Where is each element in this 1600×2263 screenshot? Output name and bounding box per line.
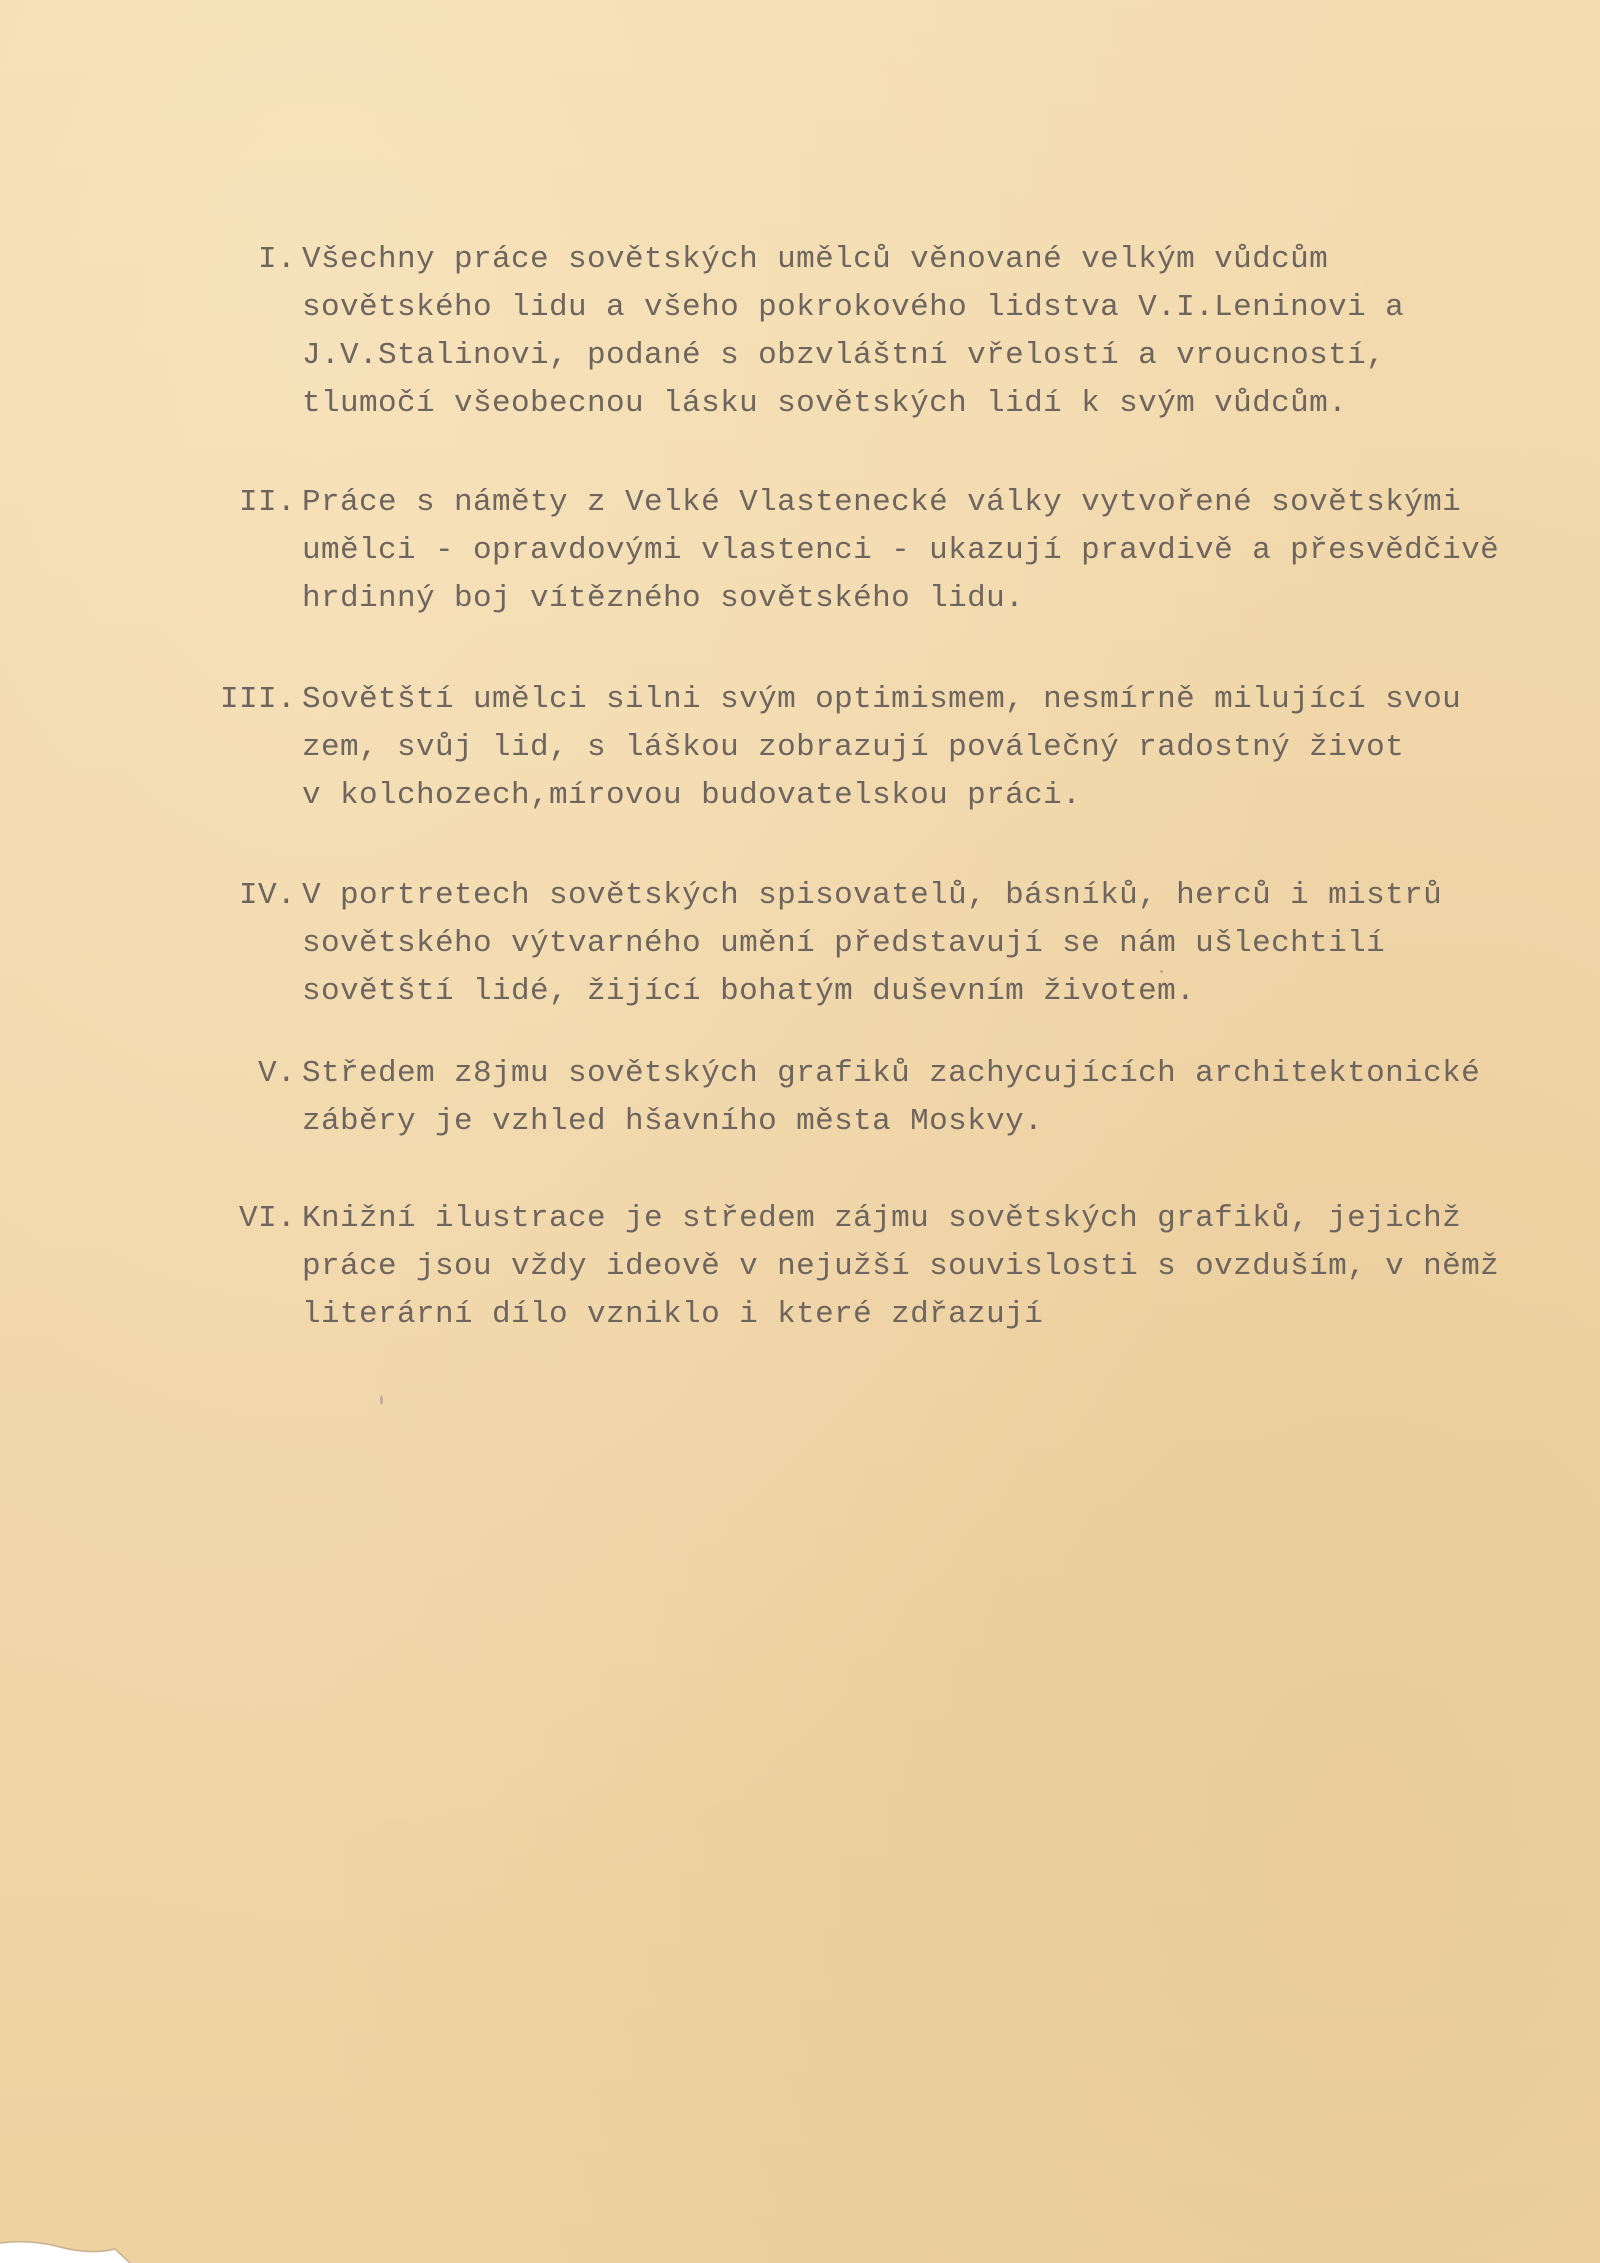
text-line: sovětského lidu a všeho pokrokového lidstva V.I.Leninovi a (302, 290, 1405, 325)
item-numeral: V. (257, 1056, 296, 1091)
text-line: umělci - opravdovými vlastenci - ukazují pravdivě a přesvědčivě (302, 533, 1500, 568)
item-2 (160, 479, 1580, 623)
item-6 (160, 1195, 1580, 1339)
text-line: Práce s náměty z Velké Vlastenecké války vytvořené sovětskými (302, 485, 1462, 520)
text-line: v kolchozech,mírovou budovatelskou práci. (302, 778, 1082, 813)
item-1 (160, 236, 1580, 428)
item-numeral: III. (219, 682, 296, 717)
text-line: tlumočí všeobecnou lásku sovětských lidí k svým vůdcům. (302, 386, 1348, 421)
text-line: Středem z8jmu sovětských grafiků zachycujících architektonické (302, 1056, 1481, 1091)
item-5 (160, 1050, 1580, 1146)
text-line: Všechny práce sovětských umělců věnované velkým vůdcům (302, 242, 1329, 277)
item-text (302, 1195, 1580, 1339)
text-line: hrdinný boj vítězného sovětského lidu. (302, 581, 1025, 616)
paper-speck (380, 1395, 383, 1405)
item-numeral: II. (238, 485, 296, 520)
text-line: záběry je vzhled hšavního města Moskvy. (302, 1104, 1044, 1139)
item-numeral: IV. (238, 878, 296, 913)
item-text (302, 872, 1580, 1016)
text-line: zem, svůj lid, s láškou zobrazují poválečný radostný život (302, 730, 1405, 765)
paper-speck (1160, 970, 1163, 973)
torn-corner (0, 2235, 160, 2263)
text-line: literární dílo vzniklo i které zdřazují (302, 1297, 1044, 1332)
text-line: sovětští lidé, žijící bohatým duševním životem. (302, 974, 1196, 1009)
text-line: práce jsou vždy ideově v nejužší souvislosti s ovzduším, v němž (302, 1249, 1500, 1284)
text-line: Knižní ilustrace je středem zájmu sovětských grafiků, jejichž (302, 1201, 1462, 1236)
item-text (302, 236, 1580, 428)
item-text (302, 676, 1580, 820)
item-4 (160, 872, 1580, 1016)
item-numeral: VI. (238, 1201, 296, 1236)
text-line: V portretech sovětských spisovatelů, básníků, herců i mistrů (302, 878, 1443, 913)
text-line: sovětského výtvarného umění představují se nám ušlechtilí (302, 926, 1386, 961)
item-text (302, 1050, 1580, 1146)
item-numeral: I. (257, 242, 296, 277)
item-3 (160, 676, 1580, 820)
text-line: Sovětští umělci silni svým optimismem, nesmírně milující svou (302, 682, 1462, 717)
item-text (302, 479, 1580, 623)
text-line: J.V.Stalinovi, podané s obzvláštní vřelostí a vroucností, (302, 338, 1386, 373)
